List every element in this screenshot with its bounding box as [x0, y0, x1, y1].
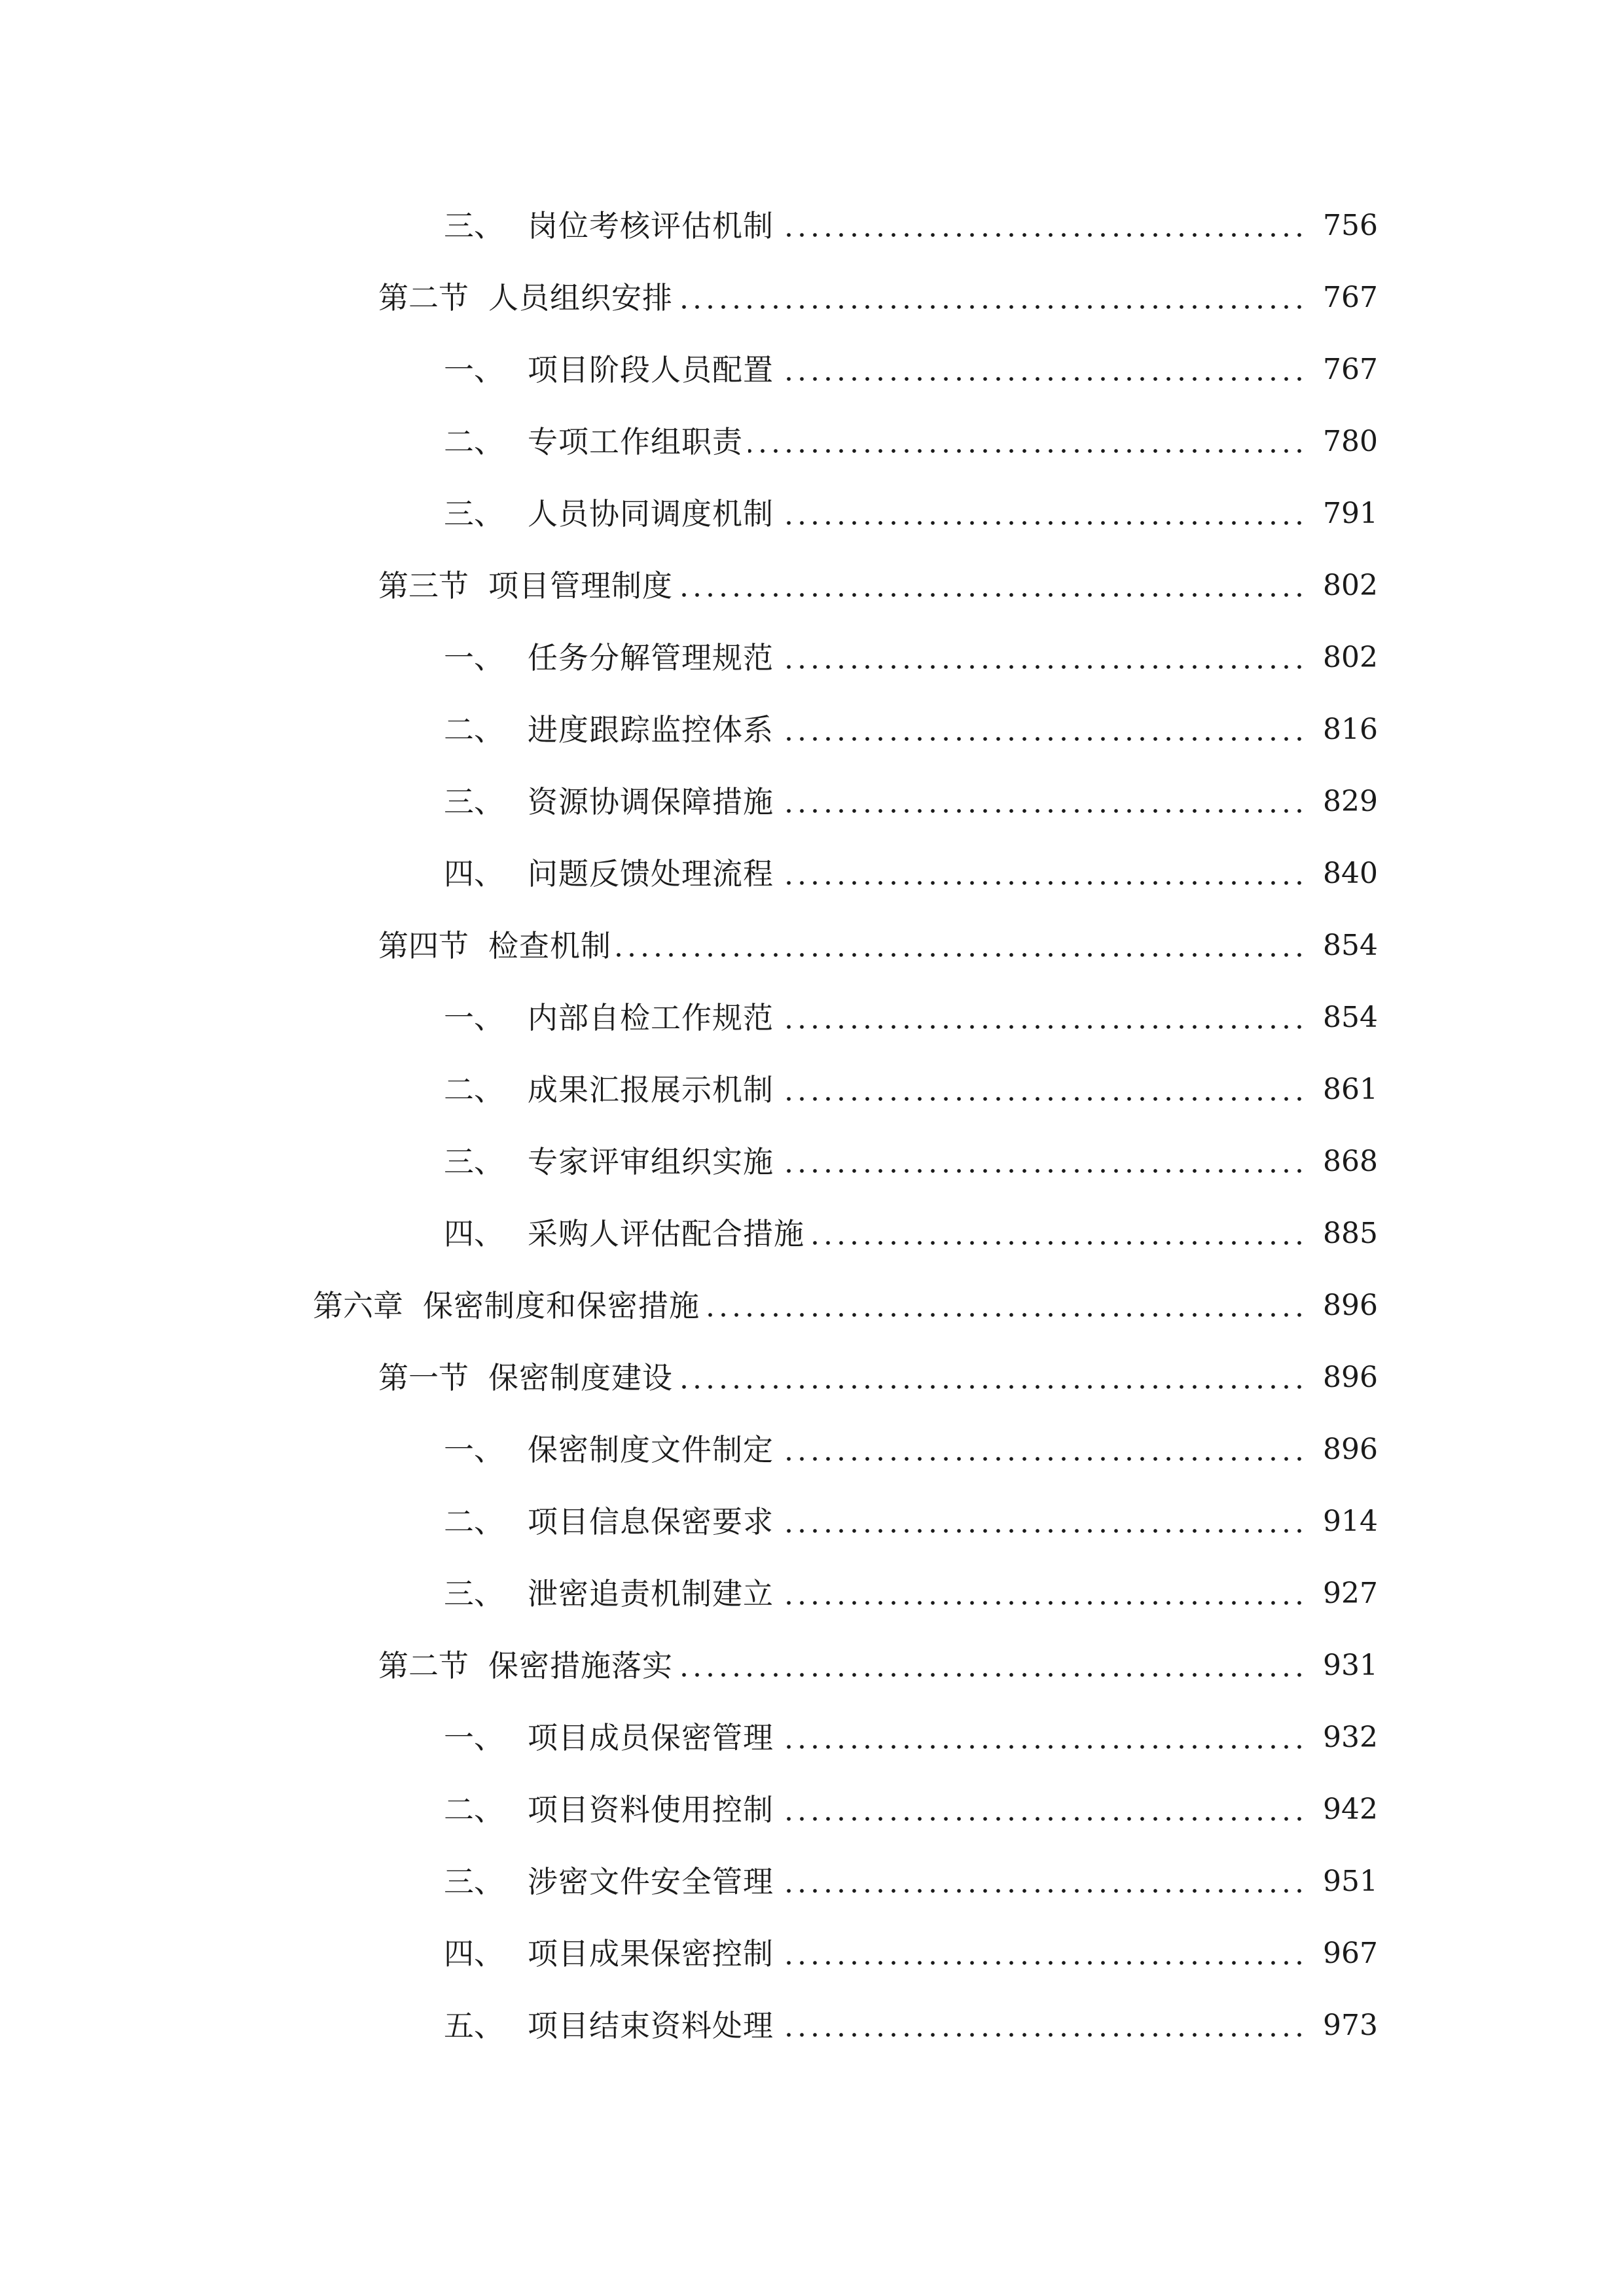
- toc-entry-page-number: 868: [1323, 1145, 1378, 1178]
- toc-entry-page-number: 967: [1323, 1937, 1378, 1970]
- toc-entry-title: 保密制度建设: [488, 1360, 673, 1395]
- toc-entry-item[interactable]: [0, 694, 1624, 766]
- toc-entry-page-number: 896: [1323, 1289, 1378, 1322]
- toc-entry-page-number: 951: [1323, 1865, 1378, 1898]
- toc-entry-page-number: 932: [1323, 1721, 1378, 1754]
- dot-leader: [779, 1795, 1306, 1825]
- toc-entry-number: 二、: [444, 1072, 504, 1107]
- dot-leader: [617, 931, 1306, 961]
- toc-entry-title: 保密制度和保密措施: [423, 1288, 700, 1323]
- toc-entry-title: 保密制度文件制定: [528, 1432, 774, 1467]
- toc-entry-page-number: 854: [1323, 1001, 1378, 1034]
- toc-entry-page-number: 756: [1323, 209, 1378, 242]
- toc-entry-page-number: 802: [1323, 641, 1378, 674]
- toc-entry-chapter[interactable]: [0, 1270, 1624, 1342]
- toc-entry-item[interactable]: [0, 1414, 1624, 1486]
- toc-entry-page-number: 914: [1323, 1505, 1378, 1538]
- dot-leader: [779, 1147, 1306, 1177]
- toc-entry-section[interactable]: [0, 910, 1624, 982]
- toc-entry-title: 泄密追责机制建立: [528, 1576, 774, 1611]
- toc-entry-title: 专家评审组织实施: [528, 1144, 774, 1179]
- toc-entry-number: 四、: [444, 1936, 504, 1971]
- toc-entry-number: 二、: [444, 424, 504, 459]
- toc-entry-title: 岗位考核评估机制: [528, 208, 774, 243]
- toc-entry-page-number: 942: [1323, 1793, 1378, 1826]
- dot-leader: [779, 1435, 1306, 1465]
- toc-entry-number: 第六章: [313, 1288, 403, 1323]
- table-of-contents: [0, 190, 1624, 2062]
- toc-entry-section[interactable]: [0, 550, 1624, 622]
- toc-entry-number: 二、: [444, 1504, 504, 1539]
- toc-entry-number: 第四节: [378, 928, 469, 963]
- toc-entry-page-number: 861: [1323, 1073, 1378, 1106]
- dot-leader: [779, 1723, 1306, 1753]
- toc-entry-number: 五、: [444, 2008, 504, 2043]
- toc-entry-title: 问题反馈处理流程: [528, 856, 774, 891]
- toc-entry-title: 项目成果保密控制: [528, 1936, 774, 1971]
- toc-entry-item[interactable]: [0, 838, 1624, 910]
- dot-leader: [678, 283, 1306, 313]
- dot-leader: [779, 859, 1306, 889]
- toc-entry-number: 一、: [444, 1000, 504, 1035]
- toc-entry-number: 二、: [444, 1792, 504, 1827]
- toc-entry-item[interactable]: [0, 982, 1624, 1054]
- dot-leader: [779, 1075, 1306, 1105]
- toc-entry-title: 项目信息保密要求: [528, 1504, 774, 1539]
- toc-entry-number: 三、: [444, 496, 504, 531]
- toc-entry-item[interactable]: [0, 478, 1624, 550]
- dot-leader: [779, 1507, 1306, 1537]
- toc-entry-title: 项目结束资料处理: [528, 2008, 774, 2043]
- toc-entry-number: 二、: [444, 712, 504, 747]
- toc-entry-number: 第二节: [378, 1648, 469, 1683]
- toc-entry-title: 资源协调保障措施: [528, 784, 774, 819]
- toc-entry-page-number: 791: [1323, 497, 1378, 530]
- toc-entry-number: 一、: [444, 1720, 504, 1755]
- dot-leader: [779, 1867, 1306, 1897]
- dot-leader: [779, 1579, 1306, 1609]
- toc-entry-title: 保密措施落实: [488, 1648, 673, 1683]
- toc-entry-item[interactable]: [0, 406, 1624, 478]
- toc-entry-item[interactable]: [0, 622, 1624, 694]
- dot-leader: [779, 2011, 1306, 2041]
- toc-entry-section[interactable]: [0, 1342, 1624, 1414]
- toc-entry-title: 涉密文件安全管理: [528, 1864, 774, 1899]
- toc-entry-page-number: 927: [1323, 1577, 1378, 1610]
- toc-entry-item[interactable]: [0, 1198, 1624, 1270]
- toc-entry-item[interactable]: [0, 1990, 1624, 2062]
- toc-entry-title: 内部自检工作规范: [528, 1000, 774, 1035]
- toc-entry-page-number: 802: [1323, 569, 1378, 602]
- dot-leader: [810, 1219, 1306, 1249]
- toc-entry-item[interactable]: [0, 1702, 1624, 1774]
- toc-entry-title: 进度跟踪监控体系: [528, 712, 774, 747]
- toc-entry-item[interactable]: [0, 1918, 1624, 1990]
- toc-entry-page-number: 854: [1323, 929, 1378, 962]
- toc-entry-item[interactable]: [0, 1486, 1624, 1558]
- dot-leader: [705, 1291, 1306, 1321]
- toc-entry-number: 第一节: [378, 1360, 469, 1395]
- toc-entry-page-number: 767: [1323, 353, 1378, 386]
- toc-entry-number: 一、: [444, 352, 504, 387]
- toc-entry-title: 任务分解管理规范: [528, 640, 774, 675]
- toc-entry-section[interactable]: [0, 262, 1624, 334]
- toc-entry-title: 项目资料使用控制: [528, 1792, 774, 1827]
- toc-entry-title: 项目阶段人员配置: [528, 352, 774, 387]
- toc-entry-number: 三、: [444, 1144, 504, 1179]
- toc-entry-title: 人员组织安排: [488, 280, 673, 315]
- toc-entry-number: 第三节: [378, 568, 469, 603]
- toc-entry-title: 人员协同调度机制: [528, 496, 774, 531]
- toc-entry-number: 三、: [444, 208, 504, 243]
- toc-entry-item[interactable]: [0, 1558, 1624, 1630]
- toc-entry-title: 采购人评估配合措施: [528, 1216, 804, 1251]
- toc-entry-number: 一、: [444, 640, 504, 675]
- dot-leader: [779, 499, 1306, 529]
- toc-entry-page-number: 767: [1323, 281, 1378, 314]
- toc-entry-number: 第二节: [378, 280, 469, 315]
- toc-entry-page-number: 896: [1323, 1361, 1378, 1394]
- toc-entry-page-number: 973: [1323, 2009, 1378, 2042]
- toc-entry-page-number: 780: [1323, 425, 1378, 458]
- toc-entry-page-number: 829: [1323, 785, 1378, 818]
- toc-entry-title: 成果汇报展示机制: [528, 1072, 774, 1107]
- toc-entry-page-number: 840: [1323, 857, 1378, 890]
- toc-entry-title: 检查机制: [488, 928, 611, 963]
- toc-entry-number: 三、: [444, 1864, 504, 1899]
- toc-entry-section[interactable]: [0, 1630, 1624, 1702]
- toc-entry-item[interactable]: [0, 334, 1624, 406]
- dot-leader: [779, 643, 1306, 673]
- toc-entry-title: 专项工作组职责: [528, 424, 743, 459]
- dot-leader: [779, 355, 1306, 385]
- toc-entry-item[interactable]: [0, 766, 1624, 838]
- dot-leader: [748, 427, 1306, 457]
- toc-entry-title: 项目管理制度: [488, 568, 673, 603]
- toc-entry-page-number: 885: [1323, 1217, 1378, 1250]
- toc-entry-number: 四、: [444, 1216, 504, 1251]
- toc-entry-item[interactable]: [0, 190, 1624, 262]
- toc-entry-number: 三、: [444, 784, 504, 819]
- dot-leader: [779, 715, 1306, 745]
- toc-entry-number: 三、: [444, 1576, 504, 1611]
- toc-entry-number: 四、: [444, 856, 504, 891]
- toc-entry-title: 项目成员保密管理: [528, 1720, 774, 1755]
- toc-entry-item[interactable]: [0, 1846, 1624, 1918]
- dot-leader: [779, 211, 1306, 241]
- toc-entry-page-number: 931: [1323, 1649, 1378, 1682]
- dot-leader: [779, 1003, 1306, 1033]
- dot-leader: [678, 1651, 1306, 1681]
- toc-entry-page-number: 816: [1323, 713, 1378, 746]
- dot-leader: [678, 1363, 1306, 1393]
- toc-entry-page-number: 896: [1323, 1433, 1378, 1466]
- dot-leader: [678, 571, 1306, 601]
- toc-entry-item[interactable]: [0, 1774, 1624, 1846]
- dot-leader: [779, 787, 1306, 817]
- toc-entry-item[interactable]: [0, 1054, 1624, 1126]
- dot-leader: [779, 1939, 1306, 1969]
- toc-entry-item[interactable]: [0, 1126, 1624, 1198]
- toc-entry-number: 一、: [444, 1432, 504, 1467]
